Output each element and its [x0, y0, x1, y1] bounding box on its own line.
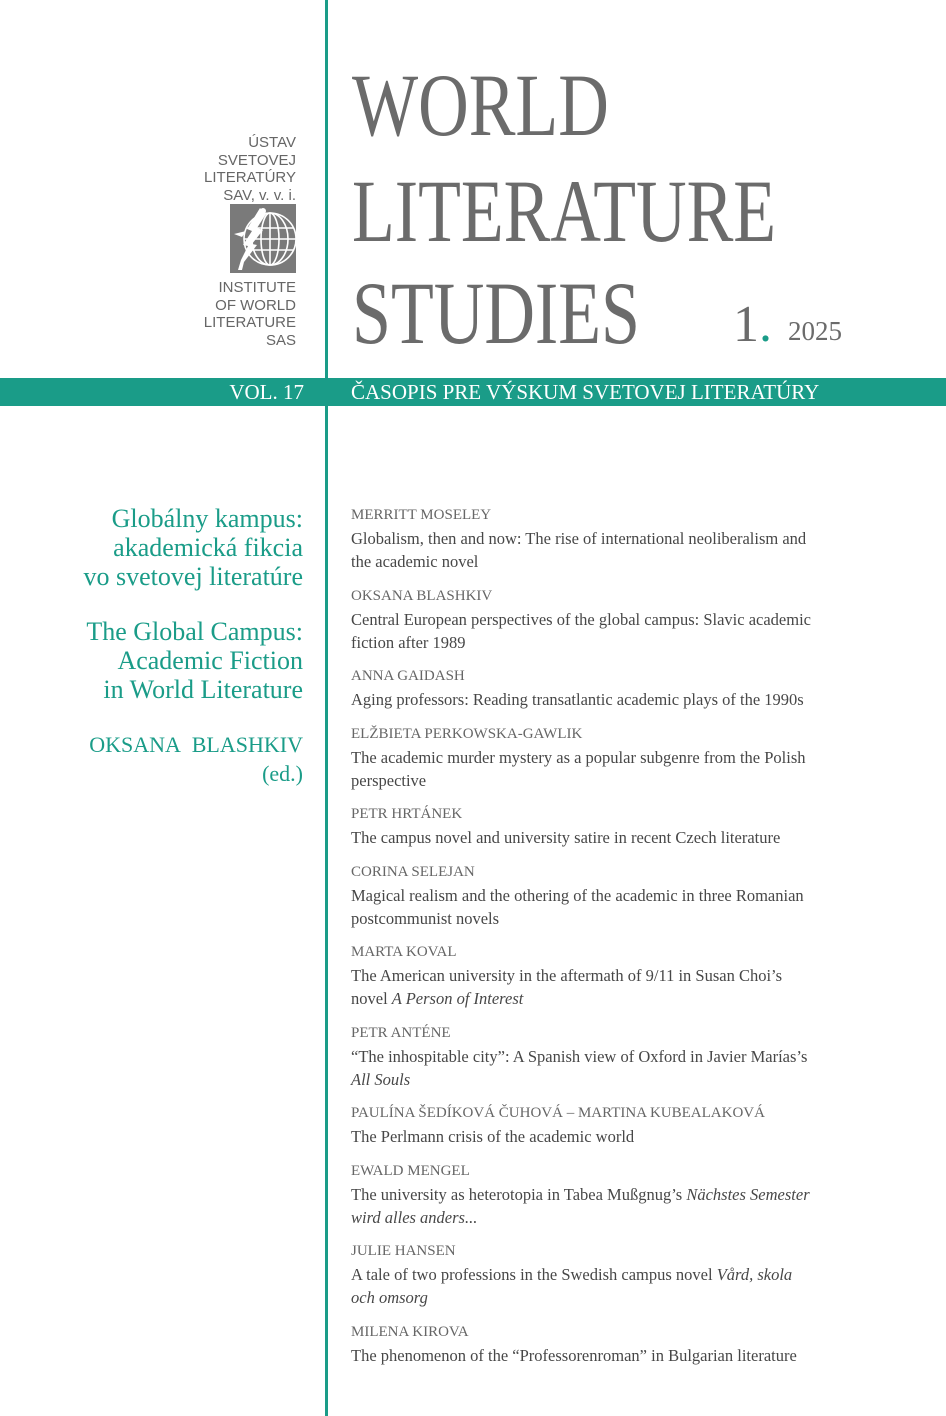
toc-entry	[351, 1160, 811, 1229]
toc-title-text: The academic murder mystery as a popular subgenre from the Polish	[351, 747, 806, 767]
toc-title-text: The Perlmann crisis of the academic world	[351, 1127, 635, 1146]
toc-author: MARTA KOVAL	[351, 944, 457, 960]
toc-entry	[351, 1240, 811, 1309]
institute-name-sk	[204, 134, 296, 204]
toc-title-text: “The inhospitable city”: A Spanish view of Oxford in Javier Marías’s	[351, 1046, 808, 1066]
institute-line: SAV, v. v. i.	[223, 186, 296, 204]
theme-line: vo svetovej literatúre	[83, 562, 303, 591]
toc-entry	[351, 585, 811, 654]
issue-number	[733, 296, 772, 353]
toc-entry	[351, 1102, 811, 1148]
journal-title-line: STUDIES	[352, 265, 640, 363]
toc-title-italic: A Person of Interest	[391, 989, 524, 1008]
theme-line: Globálny kampus:	[111, 504, 303, 533]
toc-author: PAULÍNA ŠEDÍKOVÁ ČUHOVÁ – MARTINA KUBEALAKOVÁ	[351, 1105, 765, 1121]
institute-line: ÚSTAV	[248, 134, 296, 151]
theme-line: Academic Fiction	[117, 646, 303, 675]
toc-title-line	[351, 608, 811, 631]
toc-title-line	[351, 826, 811, 849]
toc-author: JULIE HANSEN	[351, 1243, 456, 1259]
toc-title-line	[351, 907, 811, 930]
institute-line: INSTITUTE	[218, 279, 296, 296]
toc-title-line	[351, 631, 811, 654]
toc-entry	[351, 941, 811, 1010]
toc-title-line	[351, 1125, 811, 1148]
toc-title-text: The university as heterotopia in Tabea Mußgnug’s	[351, 1184, 687, 1204]
journal-title-line: WORLD	[352, 57, 609, 155]
toc-entry	[351, 861, 811, 930]
toc-title-line	[351, 550, 811, 573]
toc-title-line	[351, 688, 811, 711]
issue-theme-en	[86, 617, 303, 704]
issue-number-digit: 1	[733, 296, 759, 353]
toc-entry	[351, 504, 811, 573]
toc-entry	[351, 803, 811, 849]
toc-title-text: fiction after 1989	[351, 632, 466, 652]
institute-line: SAS	[265, 331, 296, 349]
journal-subtitle: ČASOPIS PRE VÝSKUM SVETOVEJ LITERATÚRY	[351, 380, 820, 404]
toc-title-text: A tale of two professions in the Swedish campus novel	[351, 1265, 717, 1284]
issue-year: 2025	[788, 316, 842, 346]
toc-author: MERRITT MOSELEY	[351, 507, 492, 523]
toc-author: PETR HRTÁNEK	[351, 806, 463, 822]
toc-author: OKSANA BLASHKIV	[351, 587, 493, 604]
toc-title-italic: och omsorg	[351, 1288, 428, 1307]
toc-title-text: Magical realism and the othering of the academic in three Romanian	[351, 885, 804, 905]
toc-title-text: the academic novel	[351, 552, 479, 571]
toc-title-text: The phenomenon of the “Professorenroman” in Bulgarian literature	[351, 1345, 797, 1365]
globe-angel-icon	[230, 204, 296, 273]
toc-author: ANNA GAIDASH	[351, 668, 465, 684]
toc-author: MILENA KIROVA	[351, 1323, 469, 1340]
toc-title-italic: Vård, skola	[716, 1265, 793, 1284]
issue-number-dot: .	[759, 296, 772, 353]
toc-entry	[351, 1321, 811, 1367]
toc-title-line	[351, 964, 811, 987]
toc-title-text: Central European perspectives of the global campus: Slavic academic	[351, 609, 811, 629]
toc-title-line	[351, 884, 811, 907]
editor-name: OKSANA BLASHKIV	[89, 732, 303, 757]
toc-title-line	[351, 1183, 811, 1206]
institute-line: LITERATURE	[203, 314, 296, 331]
toc-entry	[351, 1022, 811, 1091]
vertical-rule	[325, 0, 328, 1416]
toc-author: PETR ANTÉNE	[351, 1024, 451, 1041]
toc-entry	[351, 723, 811, 792]
issue-editor	[89, 730, 303, 788]
toc-title-italic: wird alles anders...	[351, 1207, 478, 1227]
toc-title-italic: Nächstes Semester	[686, 1184, 810, 1204]
toc-title-line	[351, 987, 811, 1010]
toc-title-text: perspective	[351, 770, 427, 790]
volume-label: VOL. 17	[229, 380, 304, 404]
toc-title-text: postcommunist novels	[351, 908, 500, 928]
toc-title-line	[351, 769, 811, 792]
toc-entry	[351, 665, 811, 711]
toc-title-text: Aging professors: Reading transatlantic academic plays of the 1990s	[351, 690, 804, 709]
toc-title-text: The American university in the aftermath of 9/11 in Susan Choi’s	[351, 966, 783, 985]
table-of-contents	[351, 504, 811, 1378]
issue-theme-sk	[84, 504, 303, 591]
toc-author: ELŽBIETA PERKOWSKA-GAWLIK	[351, 725, 583, 742]
toc-title-text: Globalism, then and now: The rise of international neoliberalism and	[351, 529, 807, 548]
theme-line: akademická fikcia	[113, 533, 303, 562]
theme-line: The Global Campus:	[86, 617, 303, 646]
institute-name-en	[204, 279, 296, 349]
toc-title-line	[351, 1286, 811, 1309]
toc-title-italic: All Souls	[351, 1069, 411, 1089]
toc-title-text: novel	[351, 989, 392, 1008]
toc-author: EWALD MENGEL	[351, 1162, 470, 1179]
institute-line: SVETOVEJ	[217, 151, 296, 169]
editor-note: (ed.)	[262, 761, 303, 786]
toc-title-text: The campus novel and university satire in recent Czech literature	[351, 828, 781, 847]
journal-title-line: LITERATURE	[352, 163, 777, 261]
toc-title-line	[351, 1045, 811, 1068]
toc-title-line	[351, 746, 811, 769]
toc-title-line	[351, 1263, 811, 1286]
theme-line: in World Literature	[103, 675, 303, 704]
toc-title-line	[351, 1344, 811, 1367]
institute-line: OF WORLD	[215, 296, 296, 314]
toc-title-line	[351, 527, 811, 550]
toc-title-line	[351, 1068, 811, 1091]
toc-title-line	[351, 1206, 811, 1229]
toc-author: CORINA SELEJAN	[351, 863, 475, 880]
institute-line: LITERATÚRY	[204, 169, 296, 186]
